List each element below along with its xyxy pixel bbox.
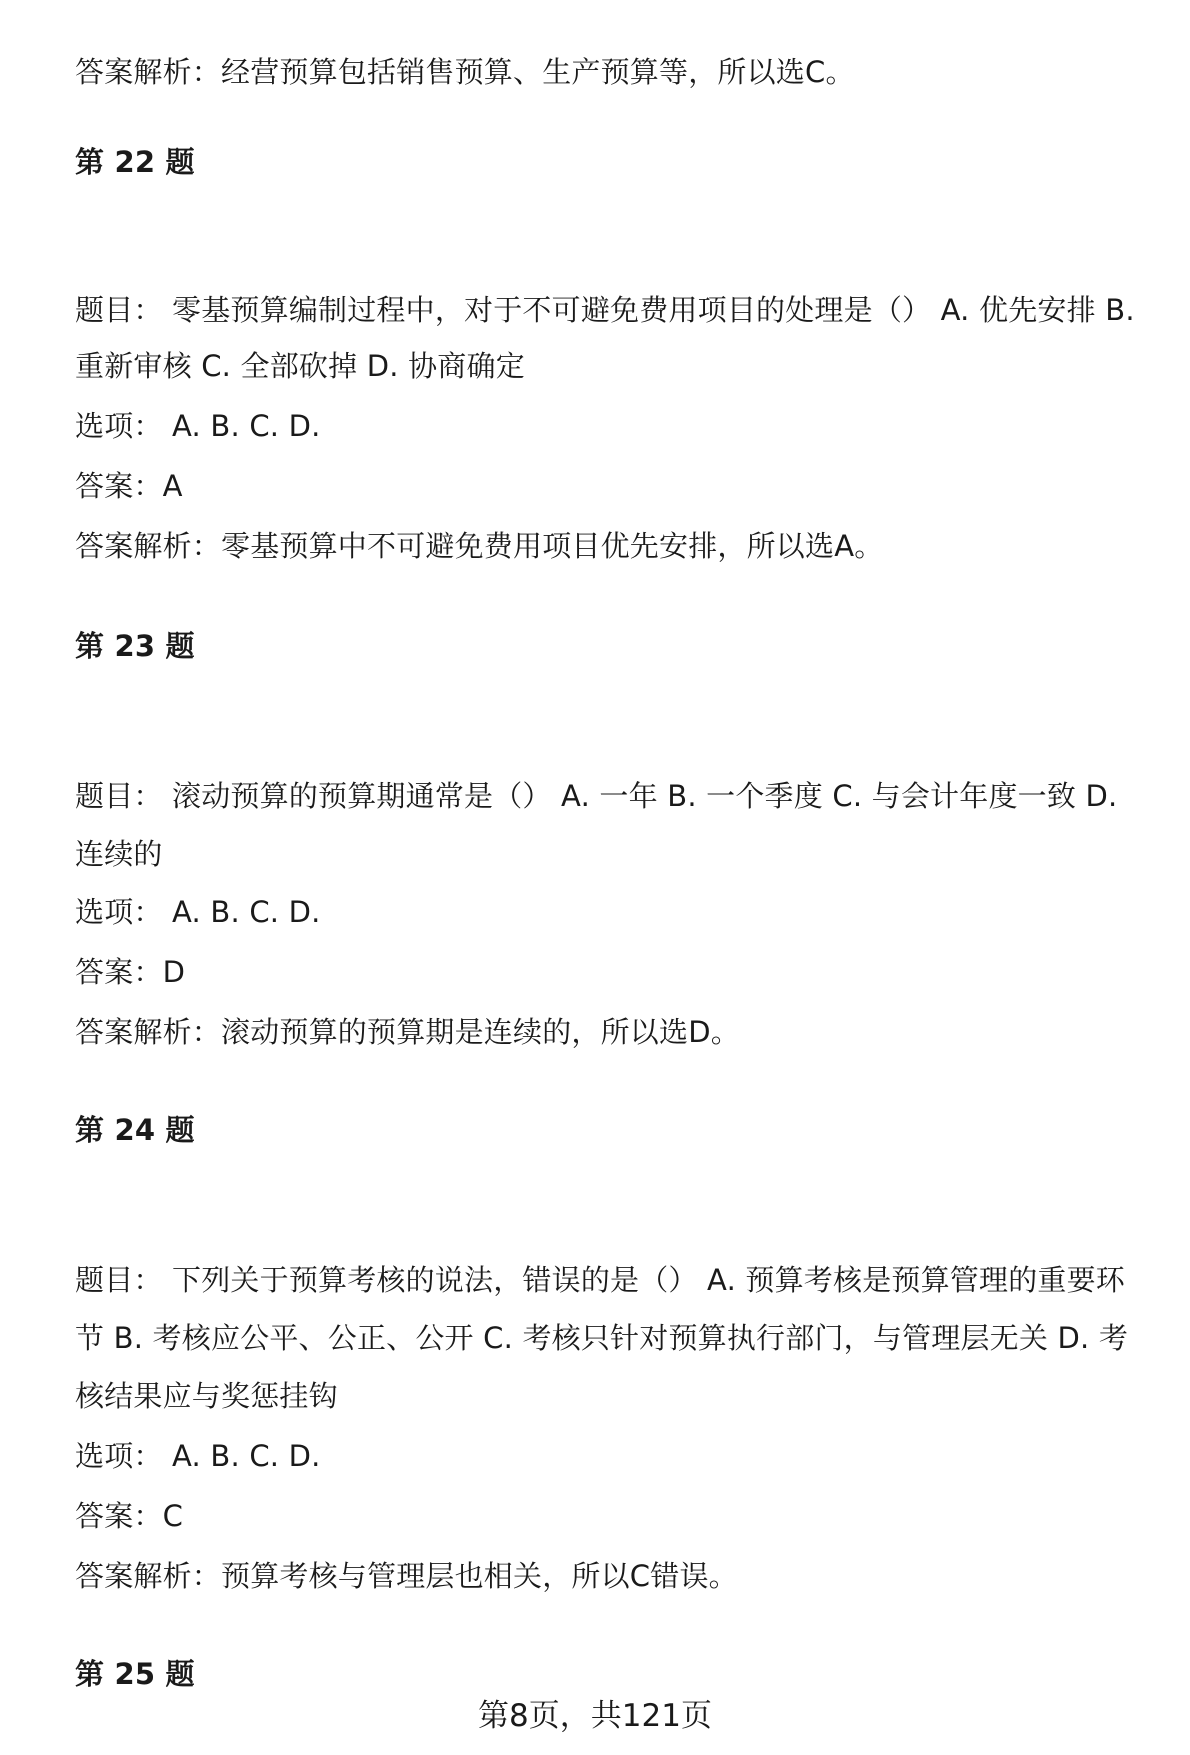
- question-options: 选项： A. B. C. D.: [75, 1439, 321, 1473]
- question-text: 题目： 下列关于预算考核的说法，错误的是（） A. 预算考核是预算管理的重要环: [75, 1263, 1126, 1297]
- question-answer: 答案：A: [75, 469, 183, 503]
- question-heading: 第 23 题: [75, 629, 195, 663]
- question-heading: 第 24 题: [75, 1113, 195, 1147]
- question-answer: 答案：C: [75, 1499, 184, 1533]
- question-heading: 第 22 题: [75, 145, 195, 179]
- answer-analysis: 答案解析：零基预算中不可避免费用项目优先安排，所以选A。: [75, 529, 884, 563]
- question-text-continued: 重新审核 C. 全部砍掉 D. 协商确定: [75, 349, 525, 383]
- answer-analysis: 答案解析：预算考核与管理层也相关，所以C错误。: [75, 1559, 738, 1593]
- question-options: 选项： A. B. C. D.: [75, 409, 321, 443]
- question-text-continued: 节 B. 考核应公平、公正、公开 C. 考核只针对预算执行部门，与管理层无关 D. 考: [75, 1321, 1129, 1355]
- page-footer: 第8页，共121页: [478, 1698, 712, 1734]
- question-heading: 第 25 题: [75, 1657, 195, 1691]
- answer-analysis: 答案解析：滚动预算的预算期是连续的，所以选D。: [75, 1015, 740, 1049]
- question-text: 题目： 零基预算编制过程中，对于不可避免费用项目的处理是（） A. 优先安排 B.: [75, 293, 1135, 327]
- question-options: 选项： A. B. C. D.: [75, 895, 321, 929]
- question-text-continued: 核结果应与奖惩挂钩: [75, 1379, 338, 1413]
- question-text-continued: 连续的: [75, 837, 163, 871]
- prev-answer-analysis: 答案解析：经营预算包括销售预算、生产预算等，所以选C。: [75, 55, 855, 89]
- question-answer: 答案：D: [75, 955, 186, 989]
- question-text: 题目： 滚动预算的预算期通常是（） A. 一年 B. 一个季度 C. 与会计年度一致 D.: [75, 779, 1118, 813]
